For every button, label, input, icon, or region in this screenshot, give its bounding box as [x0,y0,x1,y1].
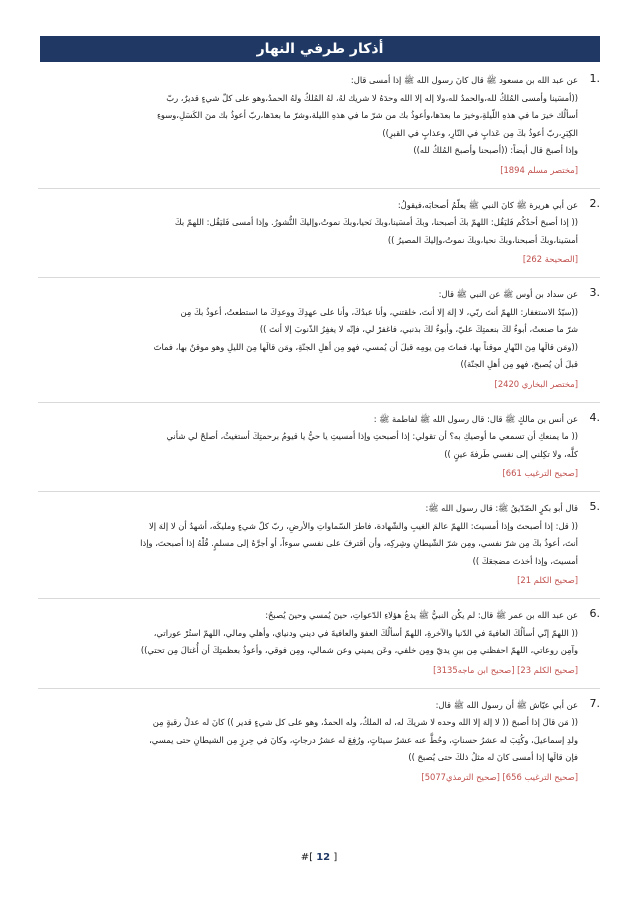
hadith-entry [38,197,600,268]
source-reference: [الصحيحة 262] [522,254,578,264]
source-reference: [صحيح الكلم 23] [صحيح ابن ماجه3135] [433,664,578,675]
footer-left-bracket: [ [333,852,338,863]
source-reference: [صحيح الترغيب 656] [صحيح الترمذي5077] [421,771,578,782]
hadith-line: ((سيّدُ الاستغفار: اللهمّ أنتَ ربّي، لا إلهَ إلا أنتَ، خلقتني، وأنا عبدُكَ، وأنا على عهدِكَ ووعدِكَ ما استطعتُ، أعوذُ بكَ مِن [180,306,578,317]
hadith-list [38,72,600,795]
hadith-entry [38,411,600,482]
source-reference: [مختصر البخاري 2420] [494,378,578,389]
page-title: أذكار طرفي النهار [256,41,384,57]
hadith-text [38,697,578,767]
source-reference: [صحيح الترغيب 661] [502,468,578,478]
hadith-entry [38,697,600,785]
hadith-entry [38,607,600,678]
hadith-line: كلَّه، ولا تكِلني إلى نفسي طَرفةَ عينٍ )) [444,448,578,459]
hadith-text [38,607,578,660]
hadith-line: أسألُك خيرَ ما في هذهِ اللّيلةِ،وخيرَ ما بعدَها،وأعوذُ بك من شرّ ما في هذهِ الليلة،وشرّ ما بعدَها،ربّ أعوذُ بك منَ الكَسَلِ،وسوءِ [156,110,578,120]
entry-divider [38,491,600,492]
entry-number: 3. [589,286,600,299]
hadith-line: ((ومَن قالَها مِنَ النّهارِ موقناً بها، فماتَ مِن يومِه قبلَ أن يُمسي، فهو مِن أهلِ الجنّةِ، ومَن قالَها مِنَ الليلِ وهو موقنٌ بها، فماتَ [153,341,578,352]
hadith-entry [38,286,600,392]
hadith-line: قبلَ أن يُصبحَ، فهو مِن أهلِ الجنّة)) [460,359,578,369]
hadith-line: وإذا أصبحَ قال أيضاً: ((أصبحنا وأصبحَ المُلكُ لله)) [413,145,578,155]
hadith-line: وآمِن روعاتي، اللهمّ احفظني مِن بينِ يديّ ومِن خلفي، وعَن يميني وعن شمالي، ومِن فوقي، وأعوذُ بعظمتِكَ أن أُغتالَ مِن تحتي)) [140,645,578,655]
source-reference: [مختصر مسلم 1894] [500,164,578,175]
entry-divider [38,188,600,189]
entry-divider [38,688,600,689]
hadith-entry [38,500,600,588]
page-number: 12 [316,852,331,863]
hadith-line: أمسيتَ، وإذا أخذتَ مضجعَكَ )) [472,555,578,566]
hadith-line: (( ما يمنعكِ أن تسمعي ما أوصيكِ به؟ أن تقولي: إذا أصبحتِ وإذا أمسيتِ يا حيُّ يا قيومُ برحمتِكَ أستغيثُ، أصلحْ لي شأني [166,431,578,441]
source-reference: [صحيح الكلم 21] [517,575,578,585]
hadith-text [38,411,578,464]
hadith-line: أمسَينا،وبكَ أصبحنا،وبكَ نحيا،وبكَ نموتُ،وإليكَ المصيرُ )) [387,234,578,245]
hadith-line: عن سداد بن أوس ﷺ عن النبي ﷺ قال: [438,289,578,299]
hadith-line: ((أمسَينا وأمسى المُلكُ لله،والحمدُ لله،ولا إله إلا الله وحدَهُ لا شريك لهُ، لهُ المُلكُ ولهُ الحمدُ،وهو على كلّ شيءٍ قديرٌ، ربّ [166,92,578,103]
page-title-banner [40,36,600,62]
hadith-line: عن أبي عيّاش ﷺ أن رسول الله ﷺ قال: [435,699,578,710]
hadith-line: أنتَ، أعوذُ بكَ مِن شرّ نفسي، ومِن شرّ الشّيطانِ وشِركِه، وأن أقترفَ على نفسي سوءاً، أو أجرَّهُ إلى مسلمٍ. قُلْهُ إذا أصبحتَ، وإذا [140,538,578,548]
hadith-line: ولدِ إسماعيلَ، وكُتِبَ له عشرُ حسناتٍ، وحُطَّ عنه عشرُ سيئاتٍ، ورُفِعَ له عشرُ درجاتٍ، وكانَ في حِرزٍ مِن الشيطانِ حتى يمسي، [149,734,578,745]
hadith-line: (( إذا أصبحَ أحدُكُم فَليَقُل: اللهمّ بكَ أصبحنا، وبكَ أمسَينا،وبكَ نَحيا،وبكَ نموتُ،وإليكَ النُّشورُ. وإذا أمسى فَليَقُل: اللهمّ بكَ [174,217,578,227]
hadith-line: (( مَن قالَ إذا أصبحَ (( لا إلهَ إلا الله وحده لا شريكَ له، له الملكُ، وله الحمدُ، وهو على كل شيءٍ قدير )) كانَ له عدلُ رقبةٍ مِن [152,717,578,727]
hadith-line: الكِبَرِ،ربّ أعوذُ بكَ مِن عَذابٍ في النّارِ، وعذابٍ في القبرِ)) [382,127,578,138]
footer-right-bracket: ]# [300,852,314,863]
hadith-line: عن أبي هريرة ﷺ كانَ النبي ﷺ يعلّمُ أصحابَه،فيقولُ: [397,199,578,210]
hadith-line: عن أنس بن مالكٍ ﷺ قال: قال رسول الله ﷺ لفاطمة ﷺ : [373,413,578,424]
hadith-line: قال أبو بكرٍ الصّدّيقُ ﷺ: قال رسول الله ﷺ: [425,503,578,513]
hadith-line: عن عبد الله بن مسعود ﷺ قال كانَ رسول الله ﷺ إذا أمسى قال: [350,75,578,85]
hadith-text [38,286,578,374]
hadith-line: (( اللهمّ إنّي أسألُكَ العافيةَ في الدّنيا والآخرةِ، اللهمّ أسألُكَ العفوَ والعافيةَ في ديني ودنياي، وأهلي ومالي، اللهمّ استُرْ عوراتي، [153,627,578,638]
entry-divider [38,598,600,599]
entry-number: 1. [589,72,600,85]
entry-divider [38,402,600,403]
hadith-line: فإن قالَها إذا أمسى كانَ له مثلُ ذلكَ حتى يُصبحَ )) [408,752,578,762]
page-footer [0,852,638,863]
hadith-text [38,72,578,160]
hadith-text [38,197,578,250]
hadith-text [38,500,578,570]
hadith-line: (( قل: إذا أصبحتَ وإذا أمسيتَ: اللهمّ عالمَ الغيبِ والشّهادة، فاطرَ السّماواتِ والأرضِ، ربّ كلّ شيءٍ ومليكَه، أشهدُ أن لا إلهَ إلا [149,520,578,531]
entry-number: 4. [589,410,600,424]
entry-number: 7. [589,696,600,710]
hadith-entry [38,72,600,178]
hadith-line: عن عبد الله بن عمر ﷺ قال: لم يكُن النبيُّ ﷺ يدعُ هؤلاءِ الدّعواتِ، حينَ يُمسي وحينَ يُصبحُ: [265,610,578,620]
hadith-line: شرّ ما صنعتُ، أبوءُ لكَ بنعمتِكَ عليّ، وأبوءُ لكَ بذنبي، فاغفرْ لي، فإنّه لا يغفِرُ الذّنوبَ إلا أنتَ )) [259,324,578,334]
entry-number: 2. [589,196,600,210]
entry-divider [38,277,600,278]
entry-number: 6. [589,607,600,620]
entry-number: 5. [589,500,600,513]
